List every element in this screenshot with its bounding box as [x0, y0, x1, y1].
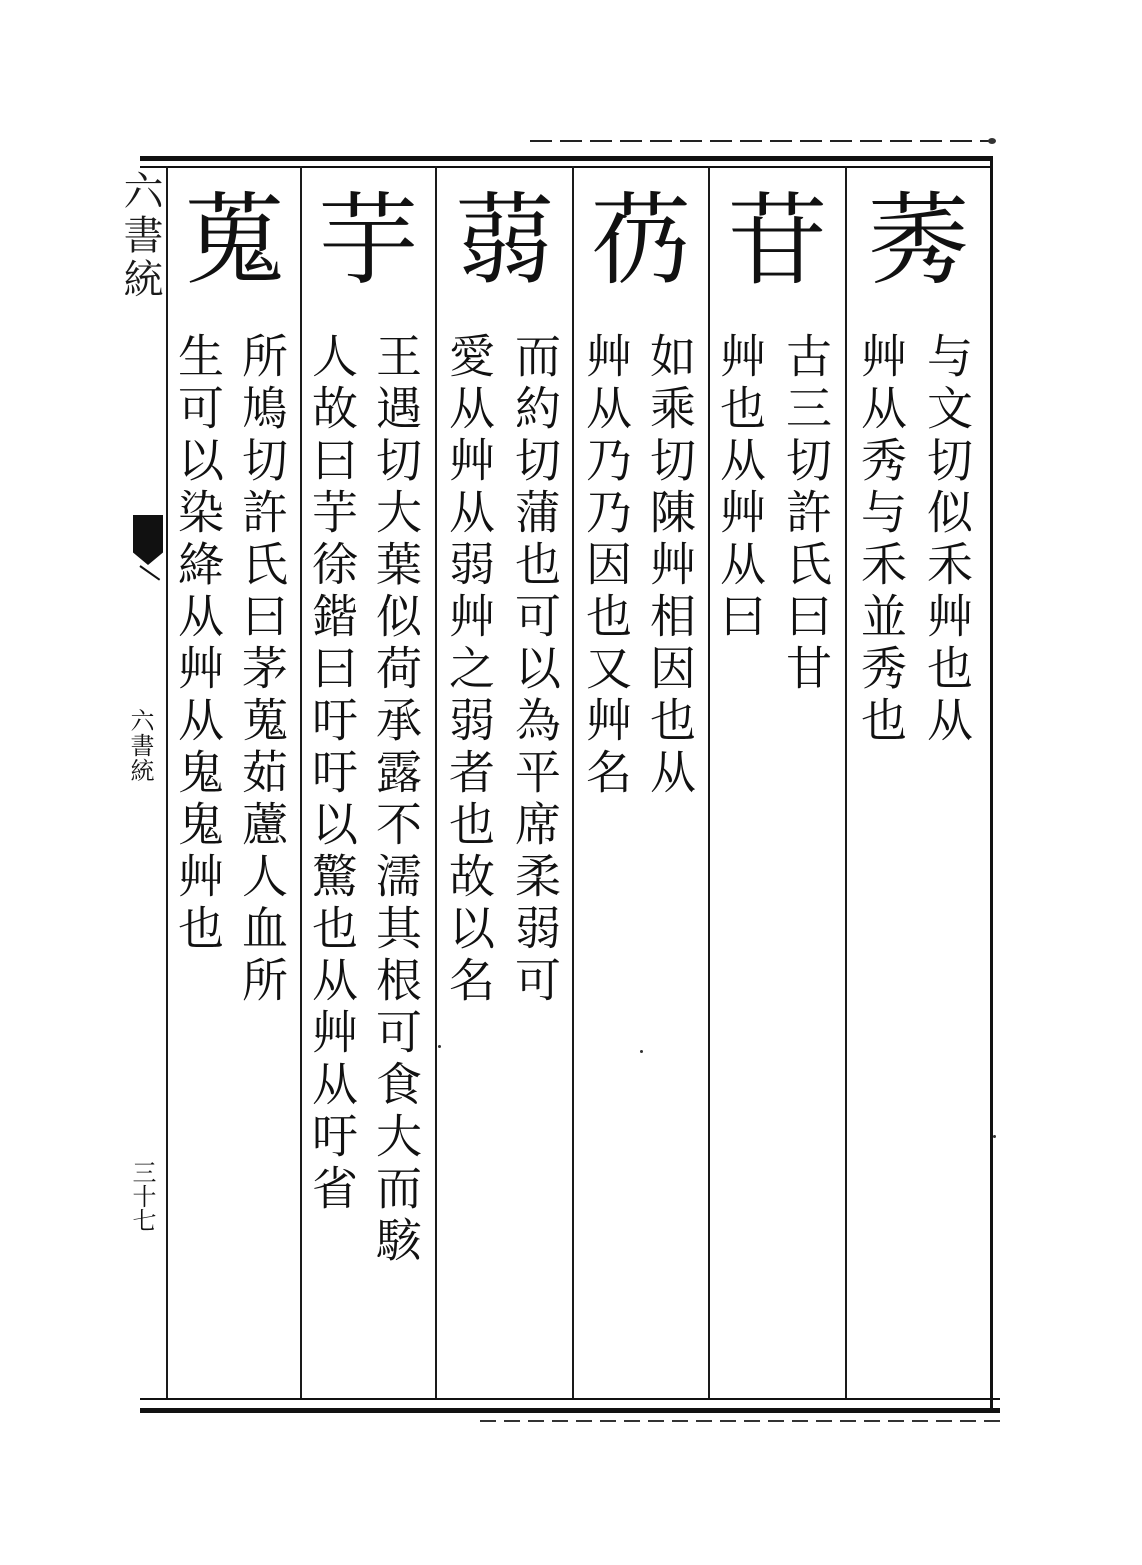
page-folio-number: 三十七	[128, 1160, 156, 1232]
margin-book-title: 六書統	[117, 170, 163, 302]
dictionary-entry	[574, 166, 708, 1398]
gloss-line: 如乘切陳艸相因也从	[643, 332, 697, 800]
scan-speck	[993, 1135, 996, 1138]
bottom-border-thick	[140, 1408, 1000, 1413]
seal-script-headword: 莠	[868, 182, 969, 299]
gloss-line: 艸从秀与禾並秀也	[854, 332, 908, 748]
dictionary-entry	[437, 166, 572, 1398]
gloss-line: 艸从乃乃因也又艸名	[579, 332, 633, 800]
gloss-line: 愛从艸从弱艸之弱者也故以名	[442, 332, 496, 1008]
gloss-line: 与文切似禾艸也从	[920, 332, 974, 748]
dictionary-entry	[710, 166, 845, 1398]
gloss-line: 所鳩切許氏曰茅蒐茹藘人血所	[235, 332, 289, 1008]
seal-script-headword: 蒻	[454, 182, 555, 299]
scan-speck	[438, 1045, 441, 1048]
gloss-line: 生可以染絳从艸从鬼鬼艸也	[171, 332, 225, 956]
gloss-line: 古三切許氏曰甘	[779, 332, 833, 696]
dictionary-entry	[847, 166, 990, 1398]
seal-script-headword: 芿	[591, 182, 691, 299]
top-dashed-rule	[530, 140, 990, 142]
scan-speck	[988, 138, 996, 144]
scan-speck	[640, 1050, 643, 1053]
seal-script-headword: 苷	[727, 182, 828, 299]
gloss-line: 而約切蒲也可以為平席柔弱可	[508, 332, 562, 1008]
margin-book-label: 六書統	[126, 708, 154, 783]
bottom-dashed-rule	[480, 1420, 1000, 1422]
dictionary-entry	[302, 166, 435, 1398]
gloss-line: 王遇切大葉似荷承露不濡其根可食大而駭	[369, 332, 423, 1268]
bottom-border-thin	[140, 1398, 1000, 1400]
gloss-line: 艸也从艸从曰	[713, 332, 767, 644]
gloss-line: 人故曰芋徐鍇曰吁吁以驚也从艸从吁省	[305, 332, 359, 1216]
top-border-thick	[140, 156, 990, 161]
seal-script-headword: 芋	[318, 182, 419, 299]
dictionary-entry	[168, 166, 300, 1398]
seal-script-headword: 蒐	[184, 182, 284, 299]
right-border	[990, 156, 993, 1413]
